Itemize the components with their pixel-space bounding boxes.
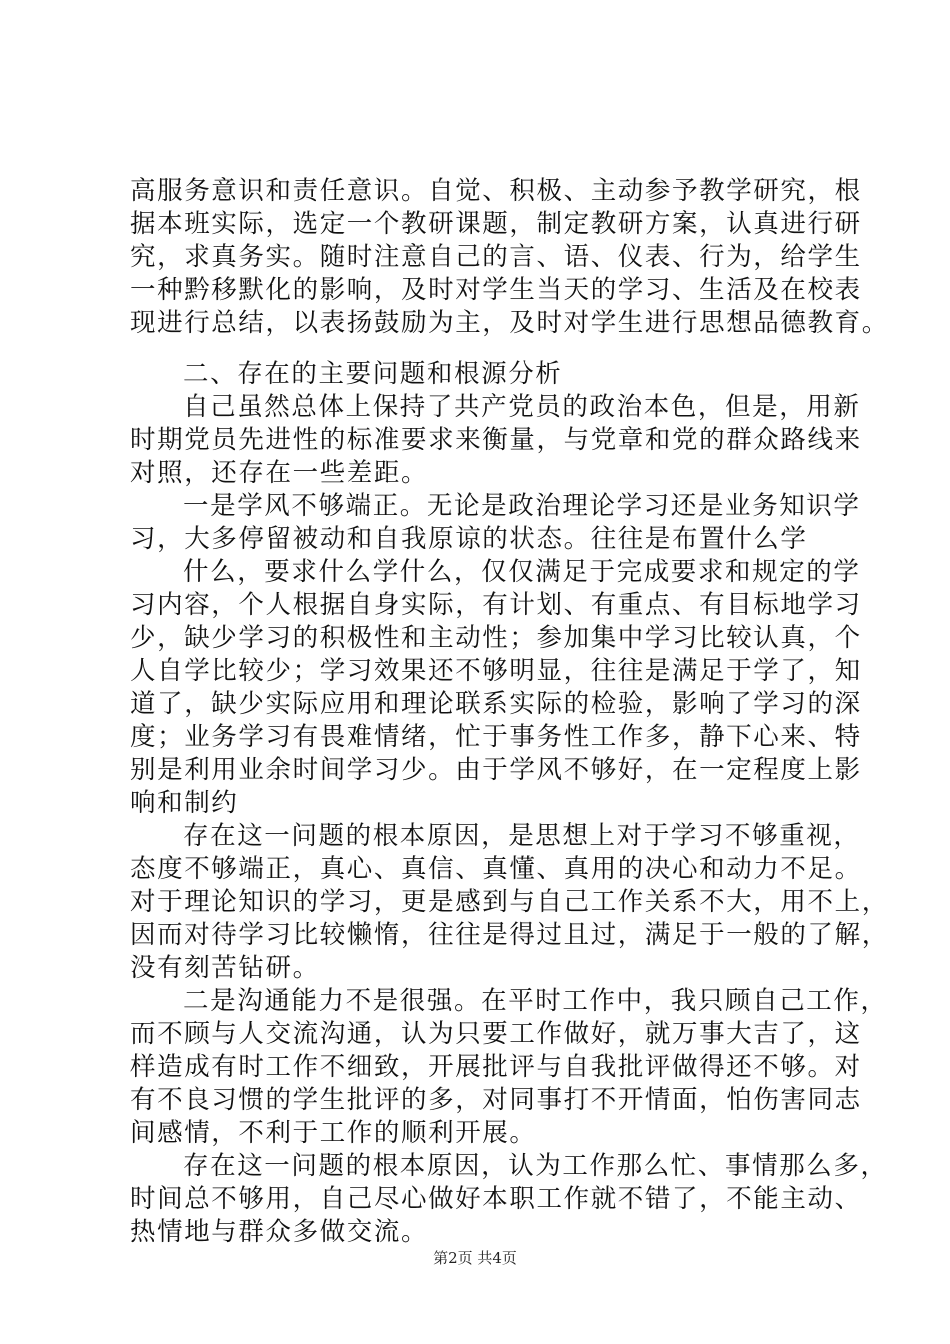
text-line: 什么，要求什么学什么，仅仅满足于完成要求和规定的学 xyxy=(183,557,861,587)
text-line: 时间总不够用，自己尽心做好本职工作就不错了，不能主动、 xyxy=(130,1184,862,1214)
text-line: 一种黔移默化的影响，及时对学生当天的学习、生活及在校表 xyxy=(130,275,862,305)
text-line: 现进行总结，以表扬鼓励为主，及时对学生进行思想品德教育。 xyxy=(130,308,889,338)
text-line: 对于理论知识的学习，更是感到与自己工作关系不大，用不上， xyxy=(130,887,889,917)
text-line: 态度不够端正，真心、真信、真懂、真用的决心和动力不足。 xyxy=(130,854,862,884)
text-line: 习，大多停留被动和自我原谅的状态。往往是布置什么学 xyxy=(130,524,808,554)
text-line: 对照，还存在一些差距。 xyxy=(130,458,429,488)
text-line: 时期党员先进性的标准要求来衡量，与党章和党的群众路线来 xyxy=(130,425,862,455)
text-line: 一是学风不够端正。无论是政治理论学习还是业务知识学 xyxy=(183,491,861,521)
section-heading: 二、存在的主要问题和根源分析 xyxy=(183,359,563,389)
text-line: 高服务意识和责任意识。自觉、积极、主动参予教学研究，根 xyxy=(130,176,862,206)
text-line: 间感情，不利于工作的顺利开展。 xyxy=(130,1118,537,1148)
text-line: 存在这一问题的根本原因，认为工作那么忙、事情那么多， xyxy=(183,1151,888,1181)
text-line: 别是利用业余时间学习少。由于学风不够好，在一定程度上影 xyxy=(130,755,862,785)
text-line: 人自学比较少；学习效果还不够明显，往往是满足于学了，知 xyxy=(130,656,862,686)
text-line: 样造成有时工作不细致，开展批评与自我批评做得还不够。对 xyxy=(130,1052,862,1082)
text-line: 据本班实际，选定一个教研课题，制定教研方案，认真进行研 xyxy=(130,209,862,239)
text-line: 存在这一问题的根本原因，是思想上对于学习不够重视， xyxy=(183,821,861,851)
text-line: 热情地与群众多做交流。 xyxy=(130,1217,429,1247)
text-line: 自己虽然总体上保持了共产党员的政治本色，但是，用新 xyxy=(183,392,861,422)
text-line: 度；业务学习有畏难情绪，忙于事务性工作多，静下心来、特 xyxy=(130,722,862,752)
text-line: 究，求真务实。随时注意自己的言、语、仪表、行为，给学生 xyxy=(130,242,862,272)
text-line: 少，缺少学习的积极性和主动性；参加集中学习比较认真，个 xyxy=(130,623,862,653)
text-line: 有不良习惯的学生批评的多，对同事打不开情面，怕伤害同志 xyxy=(130,1085,862,1115)
text-line: 而不顾与人交流沟通，认为只要工作做好，就万事大吉了，这 xyxy=(130,1019,862,1049)
text-line: 没有刻苦钻研。 xyxy=(130,953,320,983)
page-footer: 第2页 共4页 xyxy=(433,1249,517,1267)
text-line: 二是沟通能力不是很强。在平时工作中，我只顾自己工作， xyxy=(183,986,888,1016)
text-line: 响和制约 xyxy=(130,788,239,818)
text-line: 习内容，个人根据自身实际，有计划、有重点、有目标地学习 xyxy=(130,590,862,620)
text-line: 道了，缺少实际应用和理论联系实际的检验，影响了学习的深 xyxy=(130,689,862,719)
text-line: 因而对待学习比较懒惰，往往是得过且过，满足于一般的了解， xyxy=(130,920,889,950)
